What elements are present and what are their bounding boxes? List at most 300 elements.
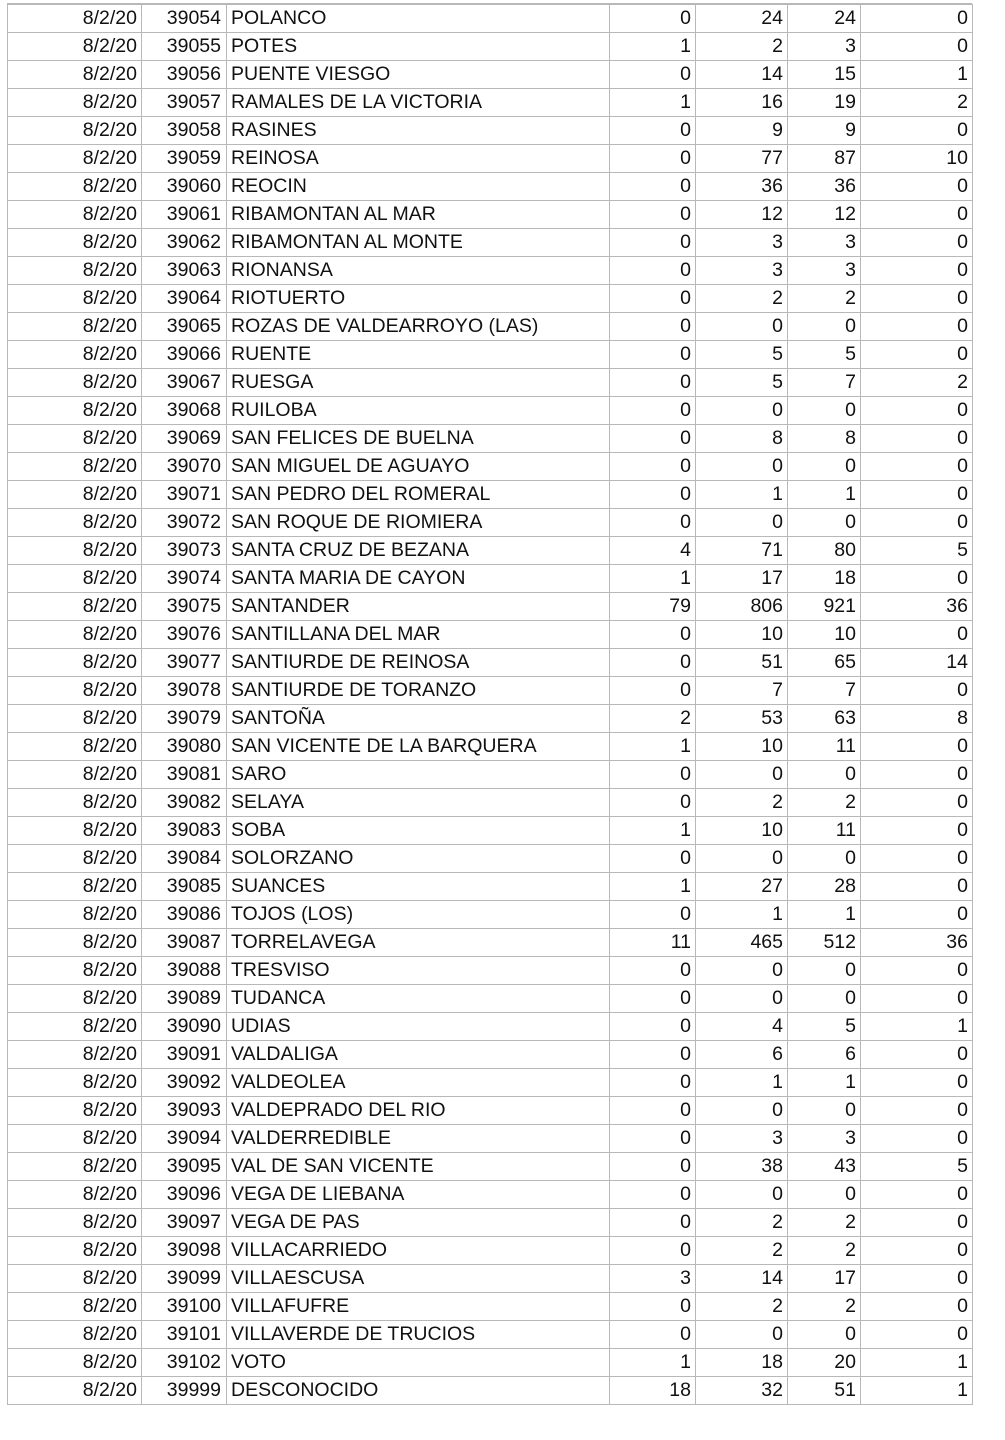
municipality-cell[interactable]: UDIAS	[227, 1013, 610, 1041]
value-cell-b[interactable]: 77	[696, 145, 788, 173]
value-cell-c[interactable]: 87	[788, 145, 861, 173]
code-cell[interactable]: 39084	[142, 845, 227, 873]
date-cell[interactable]: 8/2/20	[8, 789, 142, 817]
value-cell-c[interactable]: 5	[788, 1013, 861, 1041]
date-cell[interactable]: 8/2/20	[8, 369, 142, 397]
value-cell-c[interactable]: 9	[788, 117, 861, 145]
date-cell[interactable]: 8/2/20	[8, 1125, 142, 1153]
value-cell-c[interactable]: 65	[788, 649, 861, 677]
value-cell-b[interactable]: 12	[696, 201, 788, 229]
value-cell-d[interactable]: 1	[861, 1349, 973, 1377]
value-cell-c[interactable]: 17	[788, 1265, 861, 1293]
value-cell-c[interactable]: 3	[788, 33, 861, 61]
municipality-cell[interactable]: SAN VICENTE DE LA BARQUERA	[227, 733, 610, 761]
code-cell[interactable]: 39070	[142, 453, 227, 481]
value-cell-b[interactable]: 2	[696, 1209, 788, 1237]
value-cell-b[interactable]: 38	[696, 1153, 788, 1181]
value-cell-b[interactable]: 9	[696, 117, 788, 145]
value-cell-b[interactable]: 5	[696, 341, 788, 369]
value-cell-a[interactable]: 0	[610, 1125, 696, 1153]
value-cell-a[interactable]: 0	[610, 397, 696, 425]
municipality-cell[interactable]: TRESVISO	[227, 957, 610, 985]
value-cell-d[interactable]: 0	[861, 565, 973, 593]
value-cell-a[interactable]: 2	[610, 705, 696, 733]
value-cell-a[interactable]: 0	[610, 481, 696, 509]
value-cell-a[interactable]: 0	[610, 1209, 696, 1237]
date-cell[interactable]: 8/2/20	[8, 481, 142, 509]
municipality-cell[interactable]: RIOTUERTO	[227, 285, 610, 313]
municipality-cell[interactable]: DESCONOCIDO	[227, 1377, 610, 1405]
municipality-cell[interactable]: RUENTE	[227, 341, 610, 369]
municipality-cell[interactable]: SAN ROQUE DE RIOMIERA	[227, 509, 610, 537]
date-cell[interactable]: 8/2/20	[8, 453, 142, 481]
municipality-cell[interactable]: VILLACARRIEDO	[227, 1237, 610, 1265]
code-cell[interactable]: 39075	[142, 593, 227, 621]
value-cell-d[interactable]: 2	[861, 89, 973, 117]
municipality-cell[interactable]: SANTILLANA DEL MAR	[227, 621, 610, 649]
date-cell[interactable]: 8/2/20	[8, 985, 142, 1013]
value-cell-b[interactable]: 71	[696, 537, 788, 565]
value-cell-b[interactable]: 806	[696, 593, 788, 621]
code-cell[interactable]: 39054	[142, 5, 227, 33]
value-cell-d[interactable]: 0	[861, 33, 973, 61]
code-cell[interactable]: 39091	[142, 1041, 227, 1069]
value-cell-d[interactable]: 0	[861, 453, 973, 481]
date-cell[interactable]: 8/2/20	[8, 117, 142, 145]
value-cell-a[interactable]: 1	[610, 817, 696, 845]
code-cell[interactable]: 39061	[142, 201, 227, 229]
municipality-cell[interactable]: VALDALIGA	[227, 1041, 610, 1069]
value-cell-d[interactable]: 0	[861, 1097, 973, 1125]
code-cell[interactable]: 39090	[142, 1013, 227, 1041]
municipality-cell[interactable]: VAL DE SAN VICENTE	[227, 1153, 610, 1181]
value-cell-b[interactable]: 3	[696, 1125, 788, 1153]
value-cell-d[interactable]: 0	[861, 873, 973, 901]
code-cell[interactable]: 39067	[142, 369, 227, 397]
value-cell-d[interactable]: 0	[861, 117, 973, 145]
date-cell[interactable]: 8/2/20	[8, 285, 142, 313]
value-cell-a[interactable]: 1	[610, 1349, 696, 1377]
date-cell[interactable]: 8/2/20	[8, 341, 142, 369]
date-cell[interactable]: 8/2/20	[8, 1069, 142, 1097]
date-cell[interactable]: 8/2/20	[8, 89, 142, 117]
value-cell-c[interactable]: 0	[788, 313, 861, 341]
value-cell-c[interactable]: 36	[788, 173, 861, 201]
value-cell-c[interactable]: 1	[788, 481, 861, 509]
code-cell[interactable]: 39068	[142, 397, 227, 425]
value-cell-c[interactable]: 3	[788, 229, 861, 257]
value-cell-d[interactable]: 0	[861, 1237, 973, 1265]
value-cell-d[interactable]: 5	[861, 1153, 973, 1181]
value-cell-c[interactable]: 0	[788, 509, 861, 537]
value-cell-b[interactable]: 14	[696, 1265, 788, 1293]
date-cell[interactable]: 8/2/20	[8, 677, 142, 705]
value-cell-d[interactable]: 36	[861, 593, 973, 621]
code-cell[interactable]: 39092	[142, 1069, 227, 1097]
value-cell-b[interactable]: 0	[696, 957, 788, 985]
value-cell-d[interactable]: 0	[861, 985, 973, 1013]
value-cell-b[interactable]: 0	[696, 1181, 788, 1209]
value-cell-a[interactable]: 0	[610, 425, 696, 453]
municipality-cell[interactable]: SARO	[227, 761, 610, 789]
municipality-cell[interactable]: RUESGA	[227, 369, 610, 397]
date-cell[interactable]: 8/2/20	[8, 929, 142, 957]
municipality-cell[interactable]: POLANCO	[227, 5, 610, 33]
value-cell-a[interactable]: 0	[610, 1237, 696, 1265]
value-cell-d[interactable]: 0	[861, 1293, 973, 1321]
value-cell-c[interactable]: 2	[788, 1293, 861, 1321]
code-cell[interactable]: 39087	[142, 929, 227, 957]
value-cell-a[interactable]: 0	[610, 145, 696, 173]
value-cell-d[interactable]: 0	[861, 229, 973, 257]
value-cell-c[interactable]: 63	[788, 705, 861, 733]
date-cell[interactable]: 8/2/20	[8, 817, 142, 845]
value-cell-b[interactable]: 14	[696, 61, 788, 89]
value-cell-d[interactable]: 0	[861, 1125, 973, 1153]
municipality-cell[interactable]: VILLAFUFRE	[227, 1293, 610, 1321]
code-cell[interactable]: 39066	[142, 341, 227, 369]
value-cell-c[interactable]: 2	[788, 285, 861, 313]
municipality-cell[interactable]: SANTA MARIA DE CAYON	[227, 565, 610, 593]
value-cell-d[interactable]: 0	[861, 817, 973, 845]
code-cell[interactable]: 39083	[142, 817, 227, 845]
code-cell[interactable]: 39098	[142, 1237, 227, 1265]
value-cell-c[interactable]: 0	[788, 845, 861, 873]
municipality-cell[interactable]: SOLORZANO	[227, 845, 610, 873]
date-cell[interactable]: 8/2/20	[8, 621, 142, 649]
date-cell[interactable]: 8/2/20	[8, 61, 142, 89]
code-cell[interactable]: 39078	[142, 677, 227, 705]
municipality-cell[interactable]: RASINES	[227, 117, 610, 145]
value-cell-b[interactable]: 2	[696, 285, 788, 313]
code-cell[interactable]: 39080	[142, 733, 227, 761]
value-cell-a[interactable]: 0	[610, 985, 696, 1013]
date-cell[interactable]: 8/2/20	[8, 1321, 142, 1349]
value-cell-a[interactable]: 18	[610, 1377, 696, 1405]
municipality-cell[interactable]: TORRELAVEGA	[227, 929, 610, 957]
value-cell-b[interactable]: 2	[696, 789, 788, 817]
code-cell[interactable]: 39999	[142, 1377, 227, 1405]
municipality-cell[interactable]: VALDERREDIBLE	[227, 1125, 610, 1153]
code-cell[interactable]: 39059	[142, 145, 227, 173]
code-cell[interactable]: 39082	[142, 789, 227, 817]
value-cell-d[interactable]: 0	[861, 845, 973, 873]
value-cell-b[interactable]: 4	[696, 1013, 788, 1041]
value-cell-a[interactable]: 4	[610, 537, 696, 565]
date-cell[interactable]: 8/2/20	[8, 425, 142, 453]
municipality-cell[interactable]: VEGA DE LIEBANA	[227, 1181, 610, 1209]
value-cell-d[interactable]: 0	[861, 901, 973, 929]
code-cell[interactable]: 39079	[142, 705, 227, 733]
value-cell-d[interactable]: 0	[861, 341, 973, 369]
value-cell-c[interactable]: 0	[788, 397, 861, 425]
code-cell[interactable]: 39073	[142, 537, 227, 565]
value-cell-d[interactable]: 0	[861, 677, 973, 705]
code-cell[interactable]: 39069	[142, 425, 227, 453]
date-cell[interactable]: 8/2/20	[8, 257, 142, 285]
value-cell-c[interactable]: 2	[788, 1209, 861, 1237]
value-cell-a[interactable]: 0	[610, 201, 696, 229]
value-cell-c[interactable]: 11	[788, 733, 861, 761]
code-cell[interactable]: 39060	[142, 173, 227, 201]
value-cell-a[interactable]: 0	[610, 761, 696, 789]
municipality-cell[interactable]: SUANCES	[227, 873, 610, 901]
value-cell-c[interactable]: 2	[788, 1237, 861, 1265]
municipality-cell[interactable]: VILLAVERDE DE TRUCIOS	[227, 1321, 610, 1349]
value-cell-c[interactable]: 0	[788, 1097, 861, 1125]
value-cell-d[interactable]: 14	[861, 649, 973, 677]
code-cell[interactable]: 39056	[142, 61, 227, 89]
date-cell[interactable]: 8/2/20	[8, 1013, 142, 1041]
value-cell-a[interactable]: 0	[610, 5, 696, 33]
code-cell[interactable]: 39064	[142, 285, 227, 313]
value-cell-d[interactable]: 0	[861, 201, 973, 229]
code-cell[interactable]: 39058	[142, 117, 227, 145]
municipality-cell[interactable]: TOJOS (LOS)	[227, 901, 610, 929]
value-cell-a[interactable]: 0	[610, 117, 696, 145]
date-cell[interactable]: 8/2/20	[8, 1265, 142, 1293]
value-cell-b[interactable]: 2	[696, 1293, 788, 1321]
value-cell-b[interactable]: 1	[696, 1069, 788, 1097]
value-cell-c[interactable]: 8	[788, 425, 861, 453]
value-cell-b[interactable]: 0	[696, 761, 788, 789]
value-cell-a[interactable]: 79	[610, 593, 696, 621]
value-cell-b[interactable]: 6	[696, 1041, 788, 1069]
date-cell[interactable]: 8/2/20	[8, 1349, 142, 1377]
code-cell[interactable]: 39081	[142, 761, 227, 789]
value-cell-a[interactable]: 0	[610, 173, 696, 201]
municipality-cell[interactable]: VILLAESCUSA	[227, 1265, 610, 1293]
value-cell-a[interactable]: 0	[610, 229, 696, 257]
value-cell-c[interactable]: 24	[788, 5, 861, 33]
value-cell-c[interactable]: 12	[788, 201, 861, 229]
municipality-cell[interactable]: SAN PEDRO DEL ROMERAL	[227, 481, 610, 509]
value-cell-b[interactable]: 18	[696, 1349, 788, 1377]
value-cell-a[interactable]: 0	[610, 1153, 696, 1181]
value-cell-a[interactable]: 3	[610, 1265, 696, 1293]
code-cell[interactable]: 39065	[142, 313, 227, 341]
code-cell[interactable]: 39074	[142, 565, 227, 593]
value-cell-d[interactable]: 2	[861, 369, 973, 397]
code-cell[interactable]: 39071	[142, 481, 227, 509]
value-cell-a[interactable]: 0	[610, 901, 696, 929]
municipality-cell[interactable]: SANTOÑA	[227, 705, 610, 733]
value-cell-b[interactable]: 0	[696, 509, 788, 537]
value-cell-b[interactable]: 36	[696, 173, 788, 201]
municipality-cell[interactable]: SANTA CRUZ DE BEZANA	[227, 537, 610, 565]
value-cell-d[interactable]: 0	[861, 1209, 973, 1237]
value-cell-a[interactable]: 0	[610, 313, 696, 341]
value-cell-b[interactable]: 10	[696, 817, 788, 845]
code-cell[interactable]: 39088	[142, 957, 227, 985]
date-cell[interactable]: 8/2/20	[8, 845, 142, 873]
value-cell-b[interactable]: 2	[696, 33, 788, 61]
date-cell[interactable]: 8/2/20	[8, 761, 142, 789]
value-cell-c[interactable]: 0	[788, 957, 861, 985]
date-cell[interactable]: 8/2/20	[8, 901, 142, 929]
value-cell-a[interactable]: 0	[610, 1181, 696, 1209]
value-cell-d[interactable]: 8	[861, 705, 973, 733]
code-cell[interactable]: 39077	[142, 649, 227, 677]
value-cell-b[interactable]: 0	[696, 1097, 788, 1125]
value-cell-d[interactable]: 0	[861, 481, 973, 509]
date-cell[interactable]: 8/2/20	[8, 705, 142, 733]
value-cell-b[interactable]: 27	[696, 873, 788, 901]
date-cell[interactable]: 8/2/20	[8, 733, 142, 761]
value-cell-a[interactable]: 0	[610, 509, 696, 537]
municipality-cell[interactable]: PUENTE VIESGO	[227, 61, 610, 89]
date-cell[interactable]: 8/2/20	[8, 537, 142, 565]
value-cell-a[interactable]: 0	[610, 1041, 696, 1069]
municipality-cell[interactable]: RIONANSA	[227, 257, 610, 285]
date-cell[interactable]: 8/2/20	[8, 957, 142, 985]
code-cell[interactable]: 39096	[142, 1181, 227, 1209]
code-cell[interactable]: 39100	[142, 1293, 227, 1321]
value-cell-d[interactable]: 0	[861, 621, 973, 649]
value-cell-a[interactable]: 0	[610, 1321, 696, 1349]
municipality-cell[interactable]: RIBAMONTAN AL MONTE	[227, 229, 610, 257]
code-cell[interactable]: 39099	[142, 1265, 227, 1293]
date-cell[interactable]: 8/2/20	[8, 201, 142, 229]
value-cell-b[interactable]: 2	[696, 1237, 788, 1265]
value-cell-b[interactable]: 3	[696, 257, 788, 285]
value-cell-c[interactable]: 51	[788, 1377, 861, 1405]
value-cell-c[interactable]: 7	[788, 369, 861, 397]
municipality-cell[interactable]: VALDEOLEA	[227, 1069, 610, 1097]
date-cell[interactable]: 8/2/20	[8, 5, 142, 33]
value-cell-b[interactable]: 0	[696, 845, 788, 873]
date-cell[interactable]: 8/2/20	[8, 593, 142, 621]
municipality-cell[interactable]: SELAYA	[227, 789, 610, 817]
value-cell-b[interactable]: 24	[696, 5, 788, 33]
value-cell-c[interactable]: 28	[788, 873, 861, 901]
value-cell-a[interactable]: 0	[610, 649, 696, 677]
value-cell-d[interactable]: 0	[861, 425, 973, 453]
date-cell[interactable]: 8/2/20	[8, 1181, 142, 1209]
value-cell-a[interactable]: 1	[610, 565, 696, 593]
municipality-cell[interactable]: VEGA DE PAS	[227, 1209, 610, 1237]
value-cell-d[interactable]: 36	[861, 929, 973, 957]
value-cell-c[interactable]: 80	[788, 537, 861, 565]
value-cell-d[interactable]: 0	[861, 957, 973, 985]
value-cell-b[interactable]: 0	[696, 1321, 788, 1349]
value-cell-a[interactable]: 0	[610, 453, 696, 481]
code-cell[interactable]: 39094	[142, 1125, 227, 1153]
value-cell-d[interactable]: 5	[861, 537, 973, 565]
value-cell-a[interactable]: 0	[610, 341, 696, 369]
value-cell-a[interactable]: 0	[610, 285, 696, 313]
value-cell-a[interactable]: 1	[610, 33, 696, 61]
date-cell[interactable]: 8/2/20	[8, 145, 142, 173]
value-cell-a[interactable]: 0	[610, 789, 696, 817]
value-cell-c[interactable]: 2	[788, 789, 861, 817]
date-cell[interactable]: 8/2/20	[8, 173, 142, 201]
code-cell[interactable]: 39072	[142, 509, 227, 537]
value-cell-b[interactable]: 51	[696, 649, 788, 677]
date-cell[interactable]: 8/2/20	[8, 649, 142, 677]
value-cell-c[interactable]: 5	[788, 341, 861, 369]
value-cell-b[interactable]: 10	[696, 733, 788, 761]
value-cell-d[interactable]: 1	[861, 61, 973, 89]
value-cell-a[interactable]: 1	[610, 873, 696, 901]
value-cell-d[interactable]: 1	[861, 1013, 973, 1041]
value-cell-b[interactable]: 0	[696, 397, 788, 425]
code-cell[interactable]: 39063	[142, 257, 227, 285]
value-cell-c[interactable]: 43	[788, 1153, 861, 1181]
code-cell[interactable]: 39101	[142, 1321, 227, 1349]
value-cell-a[interactable]: 0	[610, 621, 696, 649]
date-cell[interactable]: 8/2/20	[8, 509, 142, 537]
value-cell-c[interactable]: 1	[788, 901, 861, 929]
date-cell[interactable]: 8/2/20	[8, 229, 142, 257]
value-cell-d[interactable]: 0	[861, 761, 973, 789]
value-cell-d[interactable]: 0	[861, 509, 973, 537]
value-cell-b[interactable]: 16	[696, 89, 788, 117]
value-cell-b[interactable]: 1	[696, 481, 788, 509]
value-cell-d[interactable]: 0	[861, 313, 973, 341]
value-cell-d[interactable]: 0	[861, 1321, 973, 1349]
value-cell-b[interactable]: 0	[696, 453, 788, 481]
value-cell-d[interactable]: 0	[861, 789, 973, 817]
value-cell-a[interactable]: 0	[610, 1293, 696, 1321]
municipality-cell[interactable]: SAN FELICES DE BUELNA	[227, 425, 610, 453]
code-cell[interactable]: 39076	[142, 621, 227, 649]
value-cell-d[interactable]: 1	[861, 1377, 973, 1405]
value-cell-d[interactable]: 10	[861, 145, 973, 173]
date-cell[interactable]: 8/2/20	[8, 1041, 142, 1069]
date-cell[interactable]: 8/2/20	[8, 1097, 142, 1125]
value-cell-c[interactable]: 0	[788, 453, 861, 481]
code-cell[interactable]: 39097	[142, 1209, 227, 1237]
date-cell[interactable]: 8/2/20	[8, 397, 142, 425]
value-cell-b[interactable]: 7	[696, 677, 788, 705]
value-cell-a[interactable]: 0	[610, 1013, 696, 1041]
date-cell[interactable]: 8/2/20	[8, 873, 142, 901]
value-cell-b[interactable]: 1	[696, 901, 788, 929]
value-cell-a[interactable]: 0	[610, 677, 696, 705]
value-cell-c[interactable]: 3	[788, 257, 861, 285]
code-cell[interactable]: 39085	[142, 873, 227, 901]
value-cell-d[interactable]: 0	[861, 1069, 973, 1097]
value-cell-c[interactable]: 921	[788, 593, 861, 621]
value-cell-a[interactable]: 0	[610, 61, 696, 89]
date-cell[interactable]: 8/2/20	[8, 565, 142, 593]
date-cell[interactable]: 8/2/20	[8, 1293, 142, 1321]
date-cell[interactable]: 8/2/20	[8, 1237, 142, 1265]
value-cell-a[interactable]: 0	[610, 957, 696, 985]
value-cell-d[interactable]: 0	[861, 257, 973, 285]
value-cell-b[interactable]: 5	[696, 369, 788, 397]
municipality-cell[interactable]: REINOSA	[227, 145, 610, 173]
value-cell-c[interactable]: 0	[788, 985, 861, 1013]
date-cell[interactable]: 8/2/20	[8, 1209, 142, 1237]
municipality-cell[interactable]: POTES	[227, 33, 610, 61]
code-cell[interactable]: 39062	[142, 229, 227, 257]
value-cell-c[interactable]: 10	[788, 621, 861, 649]
value-cell-a[interactable]: 1	[610, 89, 696, 117]
value-cell-c[interactable]: 11	[788, 817, 861, 845]
code-cell[interactable]: 39095	[142, 1153, 227, 1181]
value-cell-a[interactable]: 0	[610, 1097, 696, 1125]
municipality-cell[interactable]: SANTIURDE DE REINOSA	[227, 649, 610, 677]
municipality-cell[interactable]: TUDANCA	[227, 985, 610, 1013]
value-cell-c[interactable]: 7	[788, 677, 861, 705]
value-cell-b[interactable]: 10	[696, 621, 788, 649]
date-cell[interactable]: 8/2/20	[8, 1377, 142, 1405]
value-cell-b[interactable]: 3	[696, 229, 788, 257]
date-cell[interactable]: 8/2/20	[8, 1153, 142, 1181]
value-cell-c[interactable]: 1	[788, 1069, 861, 1097]
